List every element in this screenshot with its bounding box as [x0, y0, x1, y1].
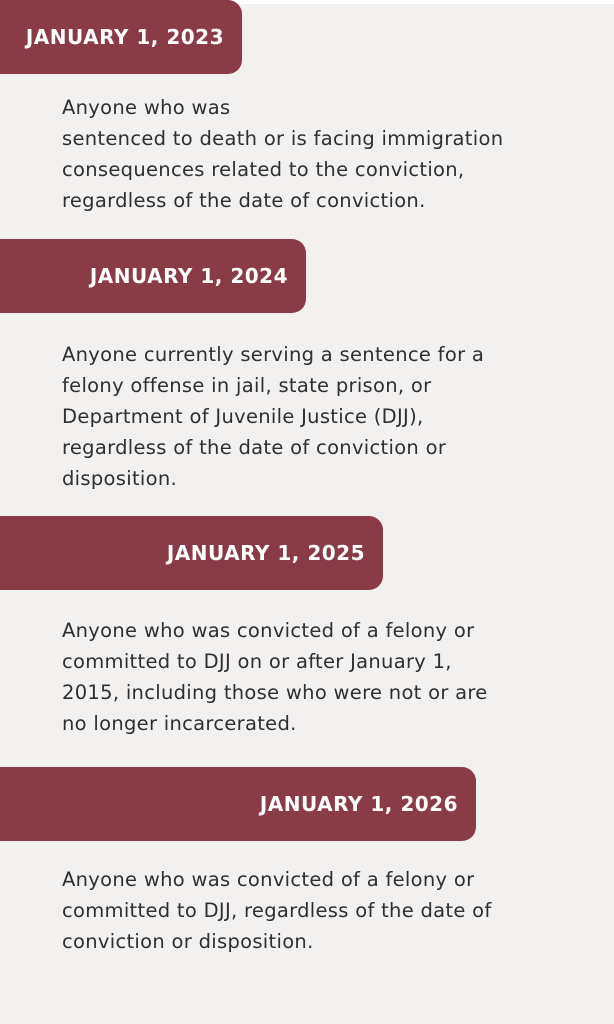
description-line: no longer incarcerated. — [62, 712, 297, 735]
date-label: JANUARY 1, 2024 — [89, 264, 288, 288]
description-line: 2015, including those who were not or are — [62, 681, 488, 704]
date-label: JANUARY 1, 2026 — [259, 792, 458, 816]
description-line: regardless of the date of conviction. — [62, 189, 426, 212]
date-banner-2024 — [0, 239, 306, 313]
description-line: sentenced to death or is facing immigration — [62, 127, 504, 150]
date-label: JANUARY 1, 2025 — [166, 541, 365, 565]
eligibility-description-2023 — [62, 92, 562, 216]
date-banner-2026 — [0, 767, 476, 841]
description-line: consequences related to the conviction, — [62, 158, 465, 181]
eligibility-description-2024 — [62, 339, 562, 494]
description-line: disposition. — [62, 467, 177, 490]
description-line: Anyone currently serving a sentence for a — [62, 343, 485, 366]
eligibility-description-2026 — [62, 864, 562, 957]
date-label: JANUARY 1, 2023 — [25, 25, 224, 49]
description-line: regardless of the date of conviction or — [62, 436, 447, 459]
description-line: conviction or disposition. — [62, 930, 314, 953]
date-banner-2023 — [0, 0, 242, 74]
description-line: Department of Juvenile Justice (DJJ), — [62, 405, 424, 428]
description-line: Anyone who was convicted of a felony or — [62, 868, 475, 891]
description-line: committed to DJJ on or after January 1, — [62, 650, 452, 673]
description-line: felony offense in jail, state prison, or — [62, 374, 432, 397]
description-line: Anyone who was convicted of a felony or — [62, 619, 475, 642]
description-line: committed to DJJ, regardless of the date of — [62, 899, 492, 922]
eligibility-description-2025 — [62, 615, 562, 739]
description-line: Anyone who was — [62, 96, 231, 119]
date-banner-2025 — [0, 516, 383, 590]
